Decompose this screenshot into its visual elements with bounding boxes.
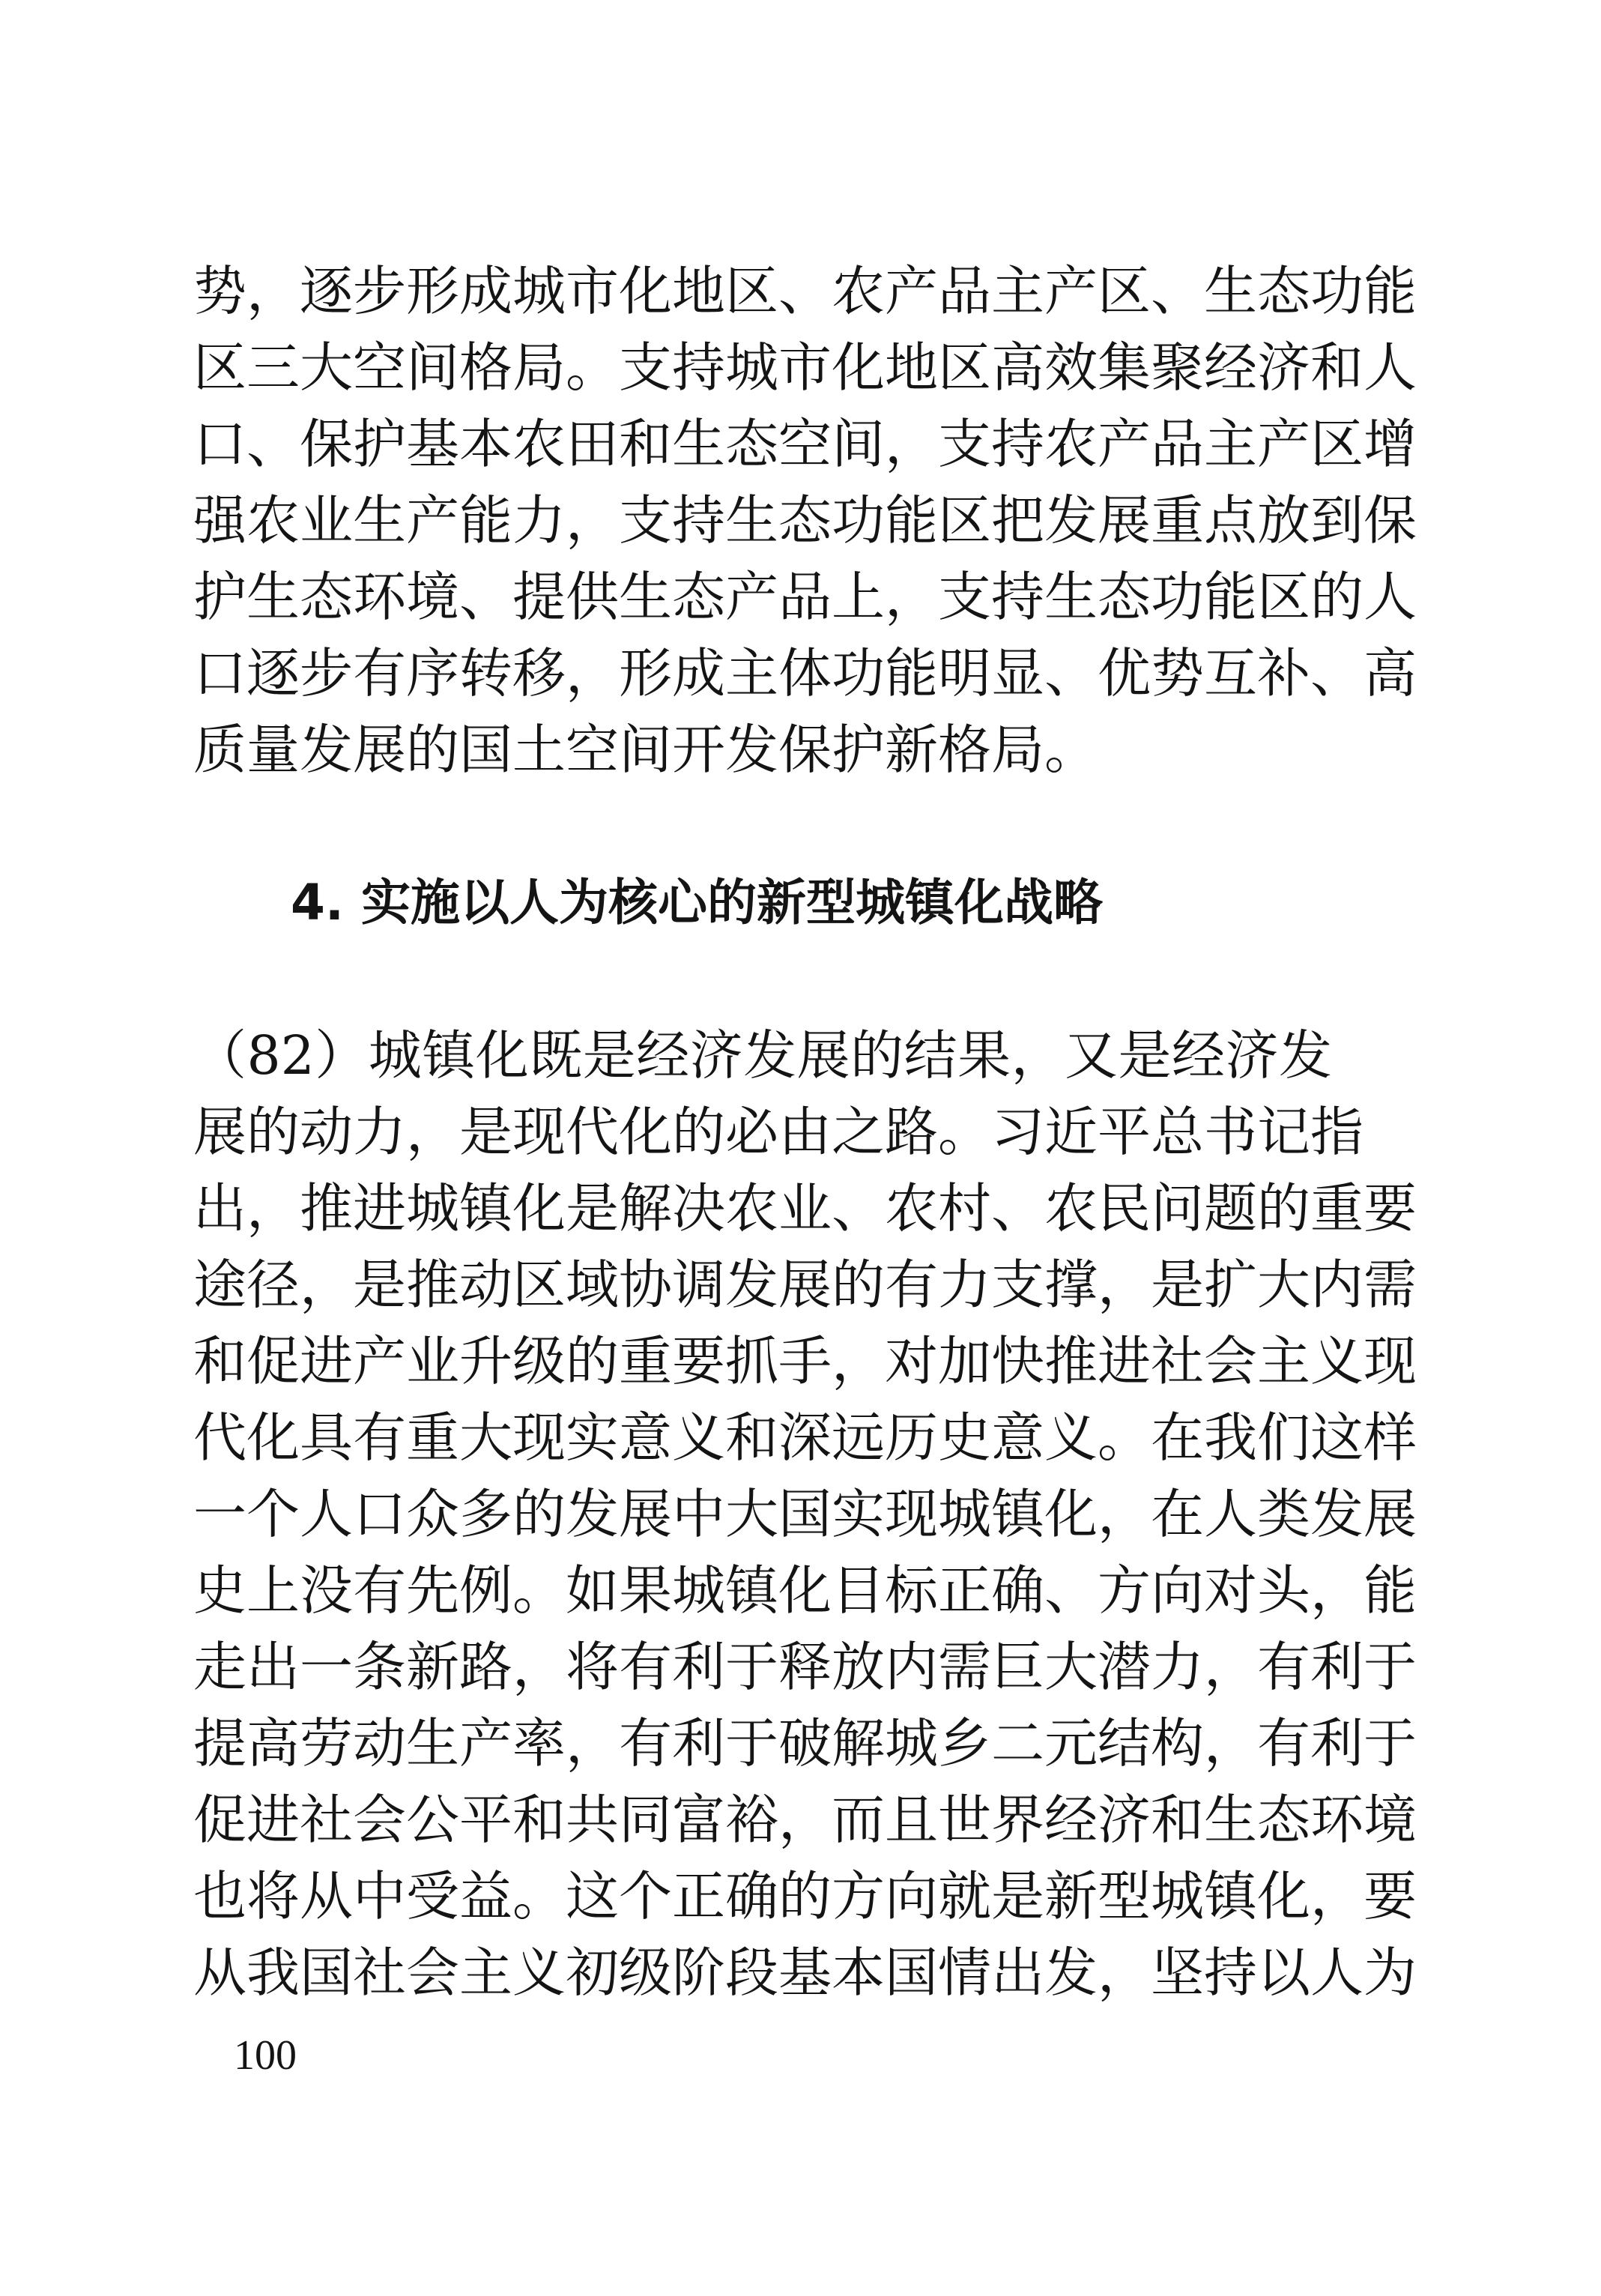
paragraph-line: 出，推进城镇化是解决农业、农村、农民问题的重要 [193,1177,1417,1239]
paragraph-line: 史上没有先例。如果城镇化目标正确、方向对头，能 [193,1559,1417,1622]
paragraph-line: 护生态环境、提供生态产品上，支持生态功能区的人 [193,566,1417,628]
paragraph-line: 质量发展的国土空间开发保护新格局。 [193,719,1098,781]
paragraph-line: 也将从中受益。这个正确的方向就是新型城镇化，要 [193,1865,1417,1927]
paragraph-line: （82）城镇化既是经济发展的结果，又是经济发 [193,1024,1332,1087]
body-paragraph-1 [193,253,1417,788]
paragraph-line: 从我国社会主义初级阶段基本国情出发，坚持以人为 [193,1942,1417,2004]
paragraph-line: 和促进产业升级的重要抓手，对加快推进社会主义现 [193,1330,1417,1392]
page-number: 100 [234,2032,297,2079]
paragraph-line: 强农业生产能力，支持生态功能区把发展重点放到保 [193,489,1417,552]
body-paragraph-2 [193,1018,1417,2011]
paragraph-line: 提高劳动生产率，有利于破解城乡二元结构，有利于 [193,1712,1417,1774]
paragraph-line: 口逐步有序转移，形成主体功能明显、优势互补、高 [193,642,1417,704]
paragraph-line: 一个人口众多的发展中大国实现城镇化，在人类发展 [193,1483,1417,1545]
paragraph-line: 促进社会公平和共同富裕，而且世界经济和生态环境 [193,1789,1417,1851]
paragraph-line: 区三大空间格局。支持城市化地区高效集聚经济和人 [193,336,1417,399]
paragraph-line: 展的动力，是现代化的必由之路。习近平总书记指 [193,1101,1364,1163]
paragraph-line: 口、保护基本农田和生态空间，支持农产品主产区增 [193,413,1417,475]
paragraph-line: 途径，是推动区域协调发展的有力支撑，是扩大内需 [193,1254,1417,1316]
section-heading: 4. 实施以人为核心的新型城镇化战略 [291,874,1103,931]
paragraph-line: 势，逐步形成城市化地区、农产品主产区、生态功能 [193,260,1417,322]
paragraph-line: 代化具有重大现实意义和深远历史意义。在我们这样 [193,1407,1417,1469]
paragraph-line: 走出一条新路，将有利于释放内需巨大潜力，有利于 [193,1636,1417,1698]
